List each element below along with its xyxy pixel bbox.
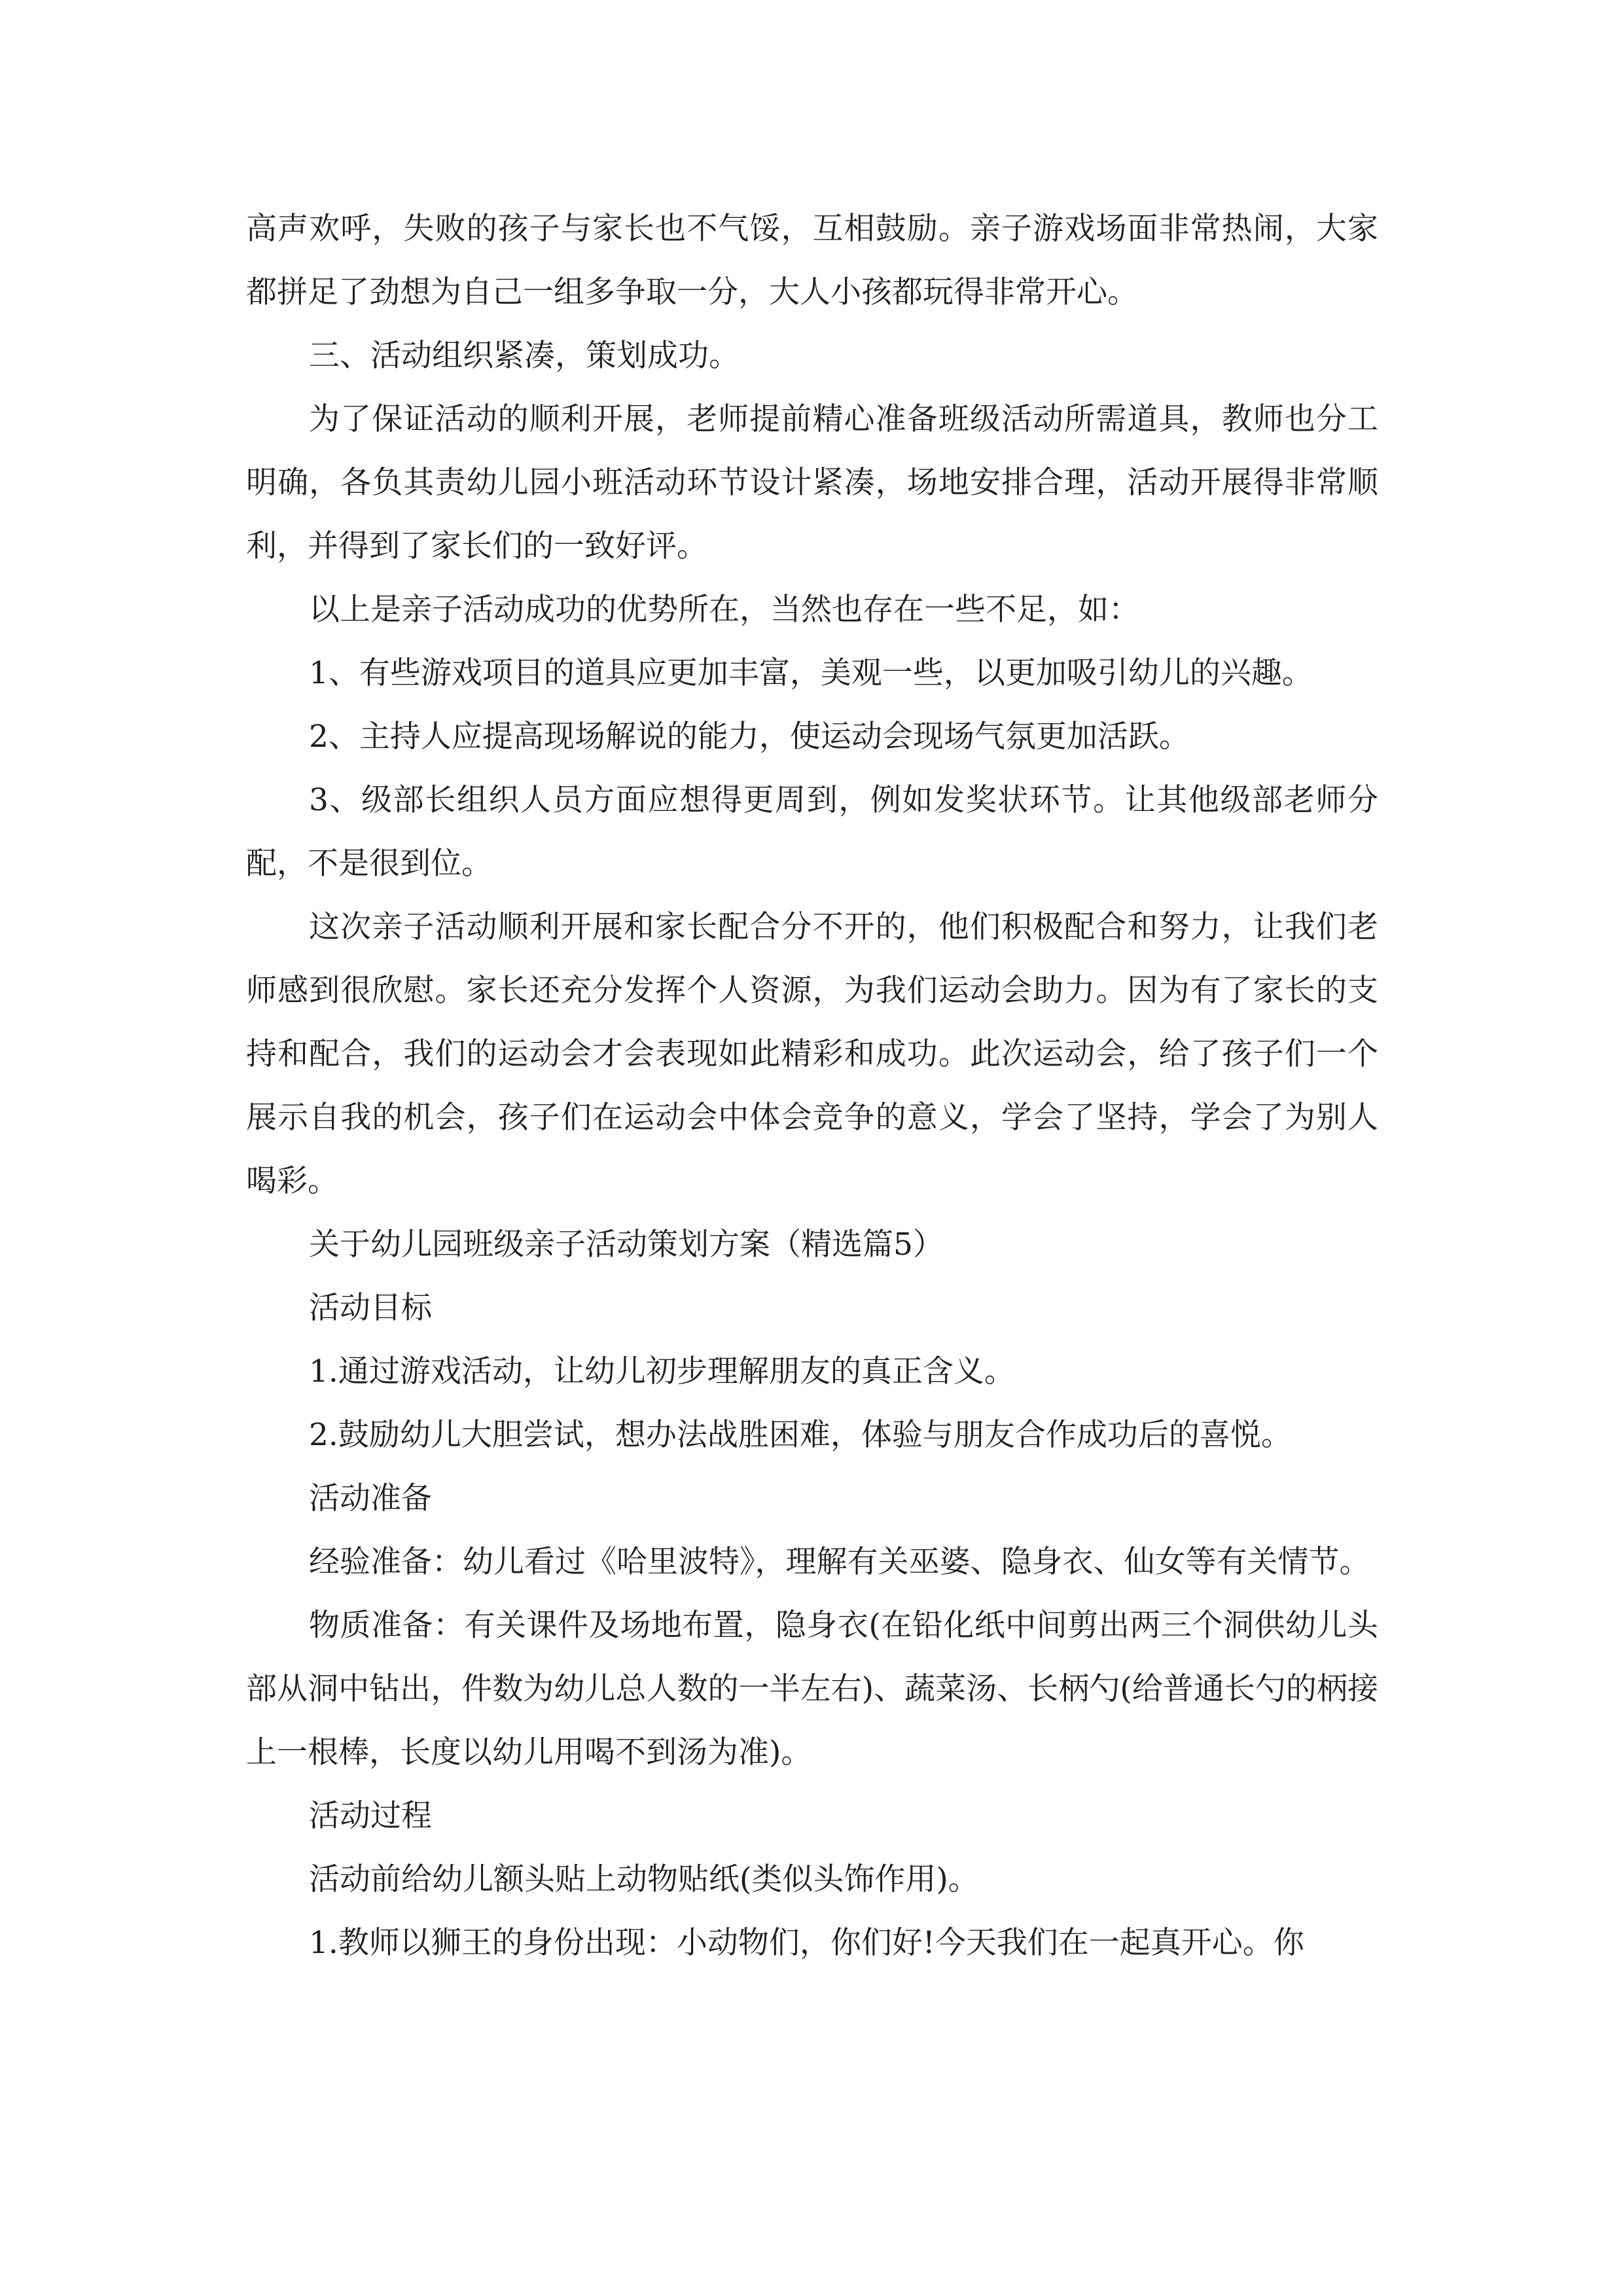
section-heading-process: 活动过程 [309, 1798, 432, 1834]
paragraph: 活动前给幼儿额头贴上动物贴纸(类似头饰作用)。 [309, 1861, 979, 1897]
list-item: 1、有些游戏项目的道具应更加丰富，美观一些，以更加吸引幼儿的兴趣。 [309, 655, 1313, 691]
paragraph-continued: 高声欢呼，失败的孩子与家长也不气馁，互相鼓励。亲子游戏场面非常热闹，大家都拼足了劲想为自己一组多争取一分，大人小孩都玩得非常开心。 [246, 211, 1378, 310]
paragraph: 这次亲子活动顺利开展和家长配合分不开的，他们积极配合和努力，让我们老师感到很欣慰。家长还充分发挥个人资源，为我们运动会助力。因为有了家长的支持和配合，我们的运动会才会表现如此精彩和成功。此次运动会，给了孩子们一个展示自我的机会，孩子们在运动会中体会竞争的意义，学会了坚持，学会了为别人喝彩。 [246, 909, 1378, 1199]
paragraph: 以上是亲子活动成功的优势所在，当然也存在一些不足，如： [309, 592, 1139, 628]
section-heading-goals: 活动目标 [309, 1290, 432, 1326]
section-heading-preparation: 活动准备 [309, 1480, 432, 1516]
document-body [246, 197, 1378, 1975]
paragraph: 经验准备：幼儿看过《哈里波特》，理解有关巫婆、隐身衣、仙女等有关情节。 [309, 1544, 1370, 1580]
list-item: 2.鼓励幼儿大胆尝试，想办法战胜困难，体验与朋友合作成功后的喜悦。 [309, 1417, 1292, 1453]
list-item: 1.教师以狮王的身份出现：小动物们，你们好!今天我们在一起真开心。你 [309, 1925, 1304, 1961]
list-item: 1.通过游戏活动，让幼儿初步理解朋友的真正含义。 [309, 1354, 1015, 1390]
article-title: 关于幼儿园班级亲子活动策划方案（精选篇5） [309, 1227, 944, 1263]
section-heading-3: 三、活动组织紧凑，策划成功。 [309, 338, 740, 374]
paragraph: 为了保证活动的顺利开展，老师提前精心准备班级活动所需道具，教师也分工明确，各负其责幼儿园小班活动环节设计紧凑，场地安排合理，活动开展得非常顺利，并得到了家长们的一致好评。 [246, 401, 1378, 564]
list-item: 2、主持人应提高现场解说的能力，使运动会现场气氛更加活跃。 [309, 719, 1190, 755]
list-item: 3、级部长组织人员方面应想得更周到，例如发奖状环节。让其他级部老师分配，不是很到位。 [246, 782, 1378, 882]
paragraph: 物质准备：有关课件及场地布置，隐身衣(在铅化纸中间剪出两三个洞供幼儿头部从洞中钻出，件数为幼儿总人数的一半左右)、蔬菜汤、长柄勺(给普通长勺的柄接上一根棒，长度以幼儿用喝不到汤为准)。 [246, 1607, 1378, 1770]
